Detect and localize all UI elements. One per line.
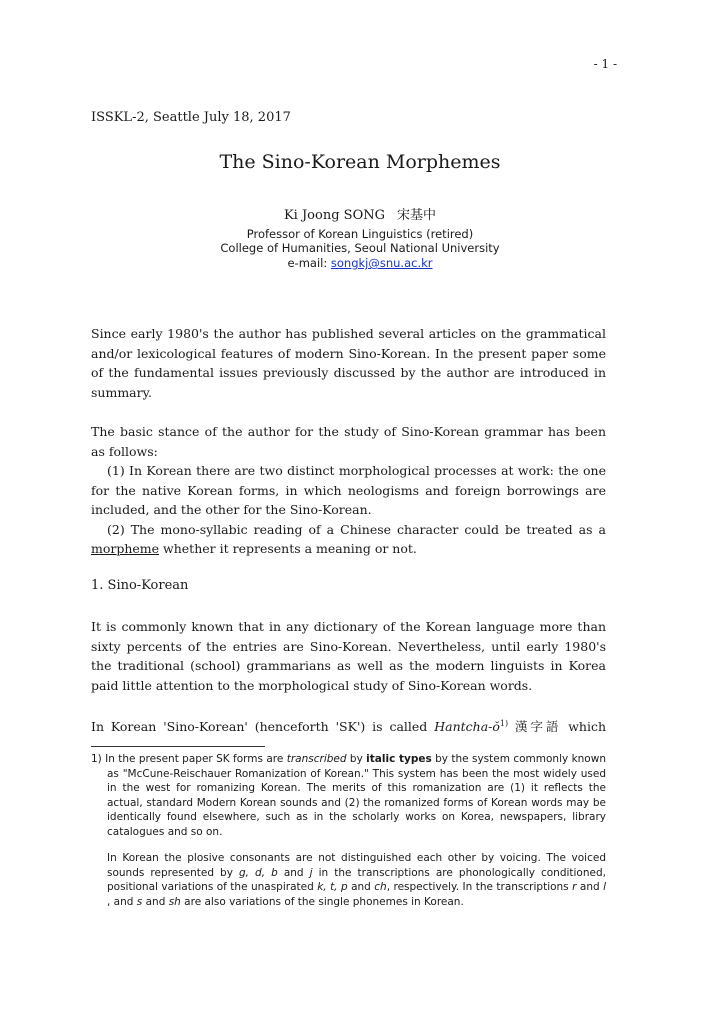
footnote-text: by [346, 753, 367, 765]
footnote-text: by the system commonly known as "McCune-Reischauer Romanization of Korean." This system has been the most widely used in the west for romanizing Korean. The merits of this romanization are (1) it reflects the actual, standard Modern Korean sounds and (2) the romanized forms of Korean words may be identically found elsewhere, such as in the scholarly works on Korea, newspapers, library catalogues and so on. [107, 753, 606, 838]
author-name-cjk: 宋基中 [397, 208, 437, 223]
footnote-reference[interactable]: 1) [499, 719, 509, 728]
footnote-text: In Korean the plosive consonants are not distinguished each other by voicing. The voiced sounds represented by [107, 852, 606, 879]
footnote-italic: ch [374, 881, 387, 893]
footnote-text: and [347, 881, 375, 893]
author-email-line [0, 256, 720, 270]
author-affiliation-institution: College of Humanities, Seoul National University [220, 241, 500, 255]
footnote-separator [91, 746, 265, 747]
email-label: e-mail: [287, 256, 331, 270]
footnote-1 [91, 752, 606, 839]
stance-intro: The basic stance of the author for the study of Sino-Korean grammar has been as follows: [91, 424, 606, 459]
footnote-italic: k, t, p [317, 881, 348, 893]
stance-point-2-text: (2) The mono-syllabic reading of a Chinese character could be treated as a [107, 521, 606, 537]
section-1-paragraph-1: It is commonly known that in any dictionary of the Korean language more than sixty percents of the entries are Sino-Korean. Nevertheless, until early 1980's the traditional (school) grammarians as well as the modern linguists in Korea paid little attention to the morphological study of Sino-Korean words. [91, 619, 606, 693]
footnote-text: , and [107, 895, 137, 908]
page-number: - 1 - [593, 57, 617, 71]
footnote-marker: 1) [91, 753, 106, 765]
paragraph-text-end: 漢字語 which [508, 719, 606, 735]
footnote-italic: transcribed [286, 753, 347, 765]
footnote-text: In the present paper SK forms are [105, 753, 287, 765]
morpheme-term: morpheme [91, 541, 160, 556]
section-1-paragraph-2 [91, 714, 606, 737]
footnote-italic: sh [168, 895, 181, 908]
conference-line: ISSKL-2, Seattle July 18, 2017 [91, 110, 291, 125]
footnote-italic: s [136, 895, 143, 908]
footnote-1-continuation [91, 851, 606, 909]
footnote-italic: g, d, b [238, 866, 278, 879]
stance-point-2 [91, 520, 606, 559]
paragraph-text: In Korean 'Sino-Korean' (henceforth 'SK') is called [91, 719, 435, 735]
email-link[interactable]: songkj@snu.ac.kr [330, 256, 433, 270]
footnote-emphasis: italic types [366, 753, 432, 765]
footnote-italic: l [603, 881, 606, 893]
romanized-term: Hantcha-ŏ [434, 719, 500, 735]
footnote-text: and [576, 881, 604, 893]
footnote-text: , respectively. In the transcriptions [386, 881, 573, 893]
footnote-italic: j [309, 866, 313, 879]
author-affiliation-title: Professor of Korean Linguistics (retired) [246, 227, 474, 241]
stance-point-1: (1) In Korean there are two distinct morphological processes at work: the one for the native Korean forms, in which neologisms and foreign borrowings are included, and the other for the Sino-Korean. [91, 463, 606, 517]
paper-title: The Sino-Korean Morphemes [219, 151, 501, 173]
abstract-paragraph: Since early 1980's the author has published several articles on the grammatical and/or lexicological features of modern Sino-Korean. In the present paper some of the fundamental issues previously discussed by the author are introduced in summary. [91, 326, 606, 400]
author-name: Ki Joong SONG [283, 208, 385, 223]
footnote-italic: r [572, 881, 577, 893]
footnote-text: in the transcriptions are phonologically conditioned, positional variations of the unaspirated [107, 866, 606, 893]
stance-point-2-text-end: whether it represents a meaning or not. [159, 541, 417, 556]
footnote-text: are also variations of the single phonemes in Korean. [180, 895, 464, 908]
footnote-text: and [277, 866, 310, 879]
section-heading: 1. Sino-Korean [91, 578, 189, 593]
author-line [0, 204, 720, 223]
stance-paragraph [91, 422, 606, 559]
footnote-text: and [142, 895, 169, 908]
